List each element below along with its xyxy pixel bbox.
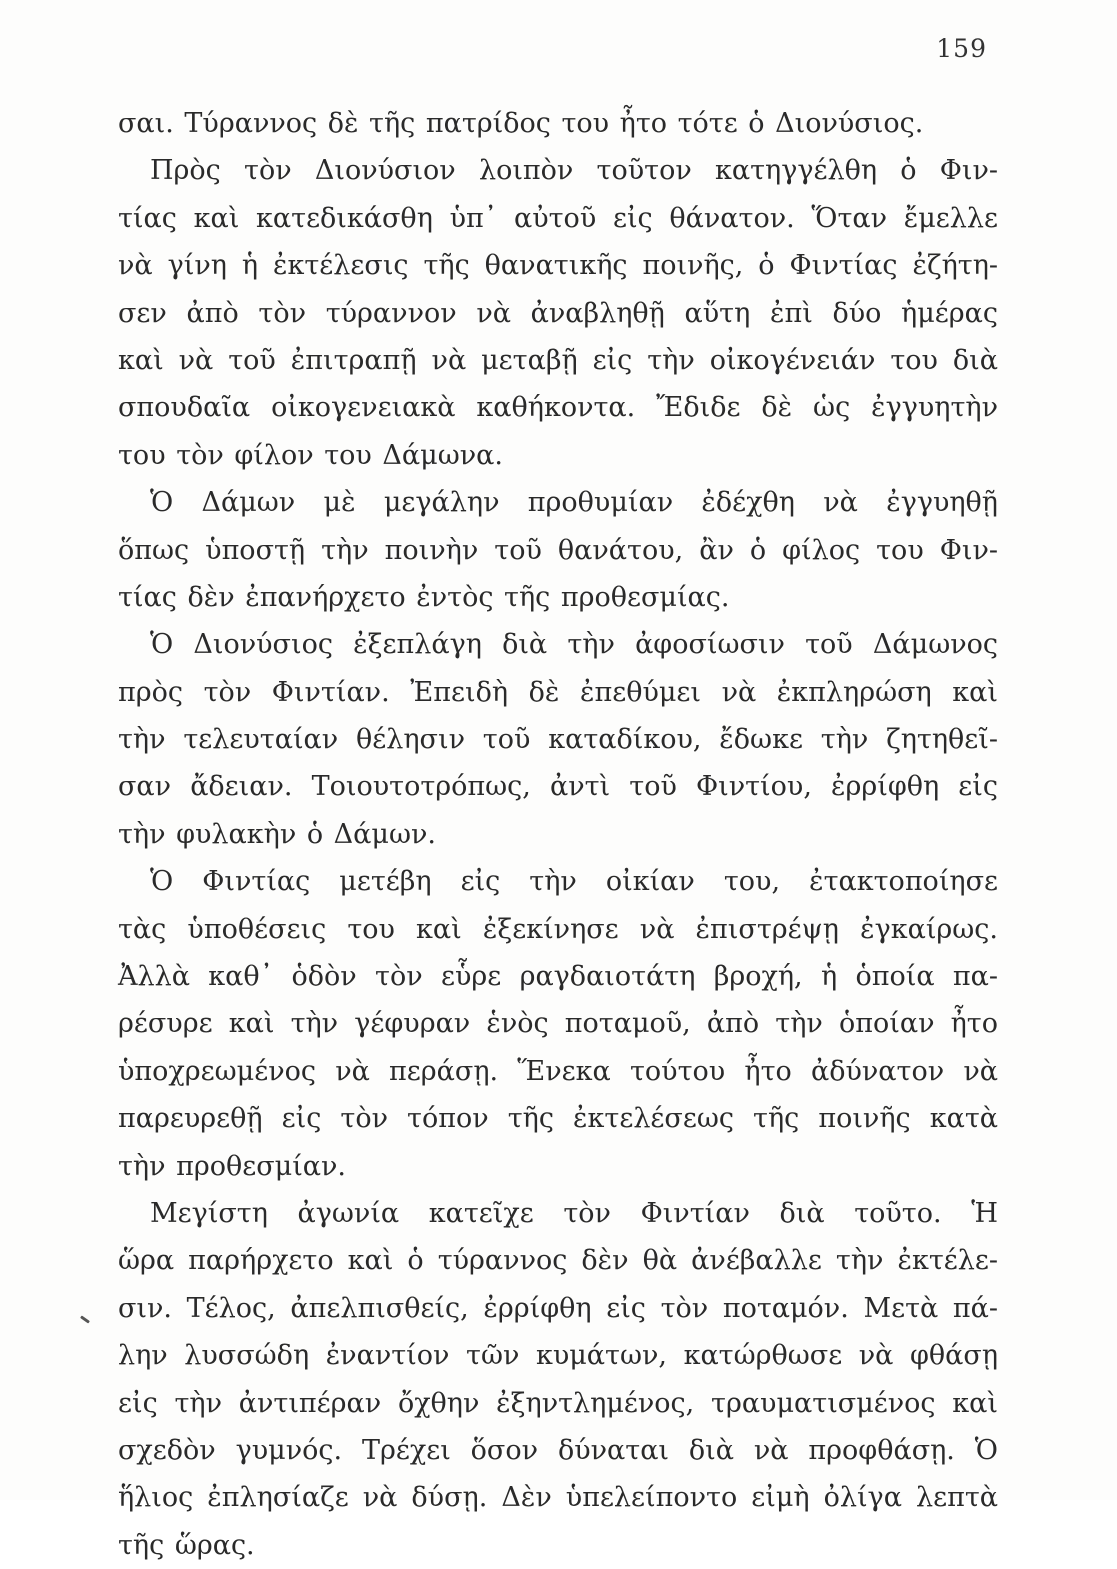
text-line: ὥρα παρήρχετο καὶ ὁ τύραννος δὲν θὰ ἀνέβαλλε τὴν ἐκτέλε- [118,1245,998,1277]
text-line: τὴν φυλακὴν ὁ Δάμων. [118,818,436,850]
text-line: σιν. Τέλος, ἀπελπισθείς, ἐρρίφθη εἰς τὸν ποταμόν. Μετὰ πά- [118,1292,998,1324]
text-line: σπουδαῖα οἰκογενειακὰ καθήκοντα. Ἔδιδε δὲ ὡς ἐγγυητὴν [118,392,998,424]
text-line: Πρὸς τὸν Διονύσιον λοιπὸν τοῦτον κατηγγέλθη ὁ Φιν- [150,155,998,187]
text-line: σεν ἀπὸ τὸν τύραννον νὰ ἀναβληθῇ αὕτη ἐπὶ δύο ἡμέρας [118,297,998,329]
text-line: σαι. Τύραννος δὲ τῆς πατρίδος του ἦτο τότε ὁ Διονύσιος. [118,108,924,139]
text-line: σαν ἄδειαν. Τοιουτοτρόπως, ἀντὶ τοῦ Φιντίου, ἐρρίφθη εἰς [118,771,998,803]
text-line: ὑποχρεωμένος νὰ περάσῃ. Ἕνεκα τούτου ἦτο ἀδύνατον νὰ [118,1055,998,1087]
text-line: του τὸν φίλον του Δάμωνα. [118,439,503,471]
text-line: Ὁ Διονύσιος ἐξεπλάγη διὰ τὴν ἀφοσίωσιν τοῦ Δάμωνος [150,629,998,661]
text-line: Ἀλλὰ καθ᾽ ὁδὸν τὸν εὗρε ραγδαιοτάτη βροχή, ἡ ὁποία πα- [118,961,998,993]
body-text [118,100,998,1569]
text-line: νὰ γίνη ἡ ἐκτέλεσις τῆς θανατικῆς ποινῆς, ὁ Φιντίας ἐζήτη- [118,250,998,282]
ink-mark [80,1315,90,1323]
text-line: σχεδὸν γυμνός. Τρέχει ὅσον δύναται διὰ νὰ προφθάσῃ. Ὁ [118,1434,998,1466]
page-number: 159 [936,34,987,63]
text-line: πρὸς τὸν Φιντίαν. Ἐπειδὴ δὲ ἐπεθύμει νὰ ἐκπληρώση καὶ [118,676,998,708]
text-line: τίας καὶ κατεδικάσθη ὑπ᾽ αὐτοῦ εἰς θάνατον. Ὅταν ἔμελλε [118,202,998,234]
text-line: τίας δὲν ἐπανήρχετο ἐντὸς τῆς προθεσμίας. [118,581,730,613]
text-line: Ὁ Φιντίας μετέβη εἰς τὴν οἰκίαν του, ἐτακτοποίησε [150,866,998,898]
text-line: ἥλιος ἐπλησίαζε νὰ δύσῃ. Δὲν ὑπελείποντο εἰμὴ ὀλίγα λεπτὰ [118,1482,998,1514]
text-line: τὰς ὑποθέσεις του καὶ ἐξεκίνησε νὰ ἐπιστρέψῃ ἐγκαίρως. [118,913,998,945]
text-line: λην λυσσώδη ἐναντίον τῶν κυμάτων, κατώρθωσε νὰ φθάσῃ [118,1340,998,1372]
text-line: τῆς ὥρας. [118,1529,255,1561]
text-line: τὴν προθεσμίαν. [118,1150,347,1182]
text-line: εἰς τὴν ἀντιπέραν ὄχθην ἐξηντλημένος, τραυματισμένος καὶ [118,1387,998,1419]
text-line: ὅπως ὑποστῇ τὴν ποινὴν τοῦ θανάτου, ἂν ὁ φίλος του Φιν- [118,534,998,566]
text-line: ρέσυρε καὶ τὴν γέφυραν ἑνὸς ποταμοῦ, ἀπὸ τὴν ὁποίαν ἦτο [118,1008,998,1040]
text-line: παρευρεθῇ εἰς τὸν τόπον τῆς ἐκτελέσεως τῆς ποινῆς κατὰ [118,1103,998,1135]
text-line: Ὁ Δάμων μὲ μεγάλην προθυμίαν ἐδέχθη νὰ ἐγγυηθῇ [150,487,998,519]
text-line: τὴν τελευταίαν θέλησιν τοῦ καταδίκου, ἔδωκε τὴν ζητηθεῖ- [118,724,998,756]
text-line: Μεγίστη ἀγωνία κατεῖχε τὸν Φιντίαν διὰ τοῦτο. Ἡ [150,1197,998,1229]
text-line: καὶ νὰ τοῦ ἐπιτραπῇ νὰ μεταβῇ εἰς τὴν οἰκογένειάν του διὰ [118,344,998,376]
